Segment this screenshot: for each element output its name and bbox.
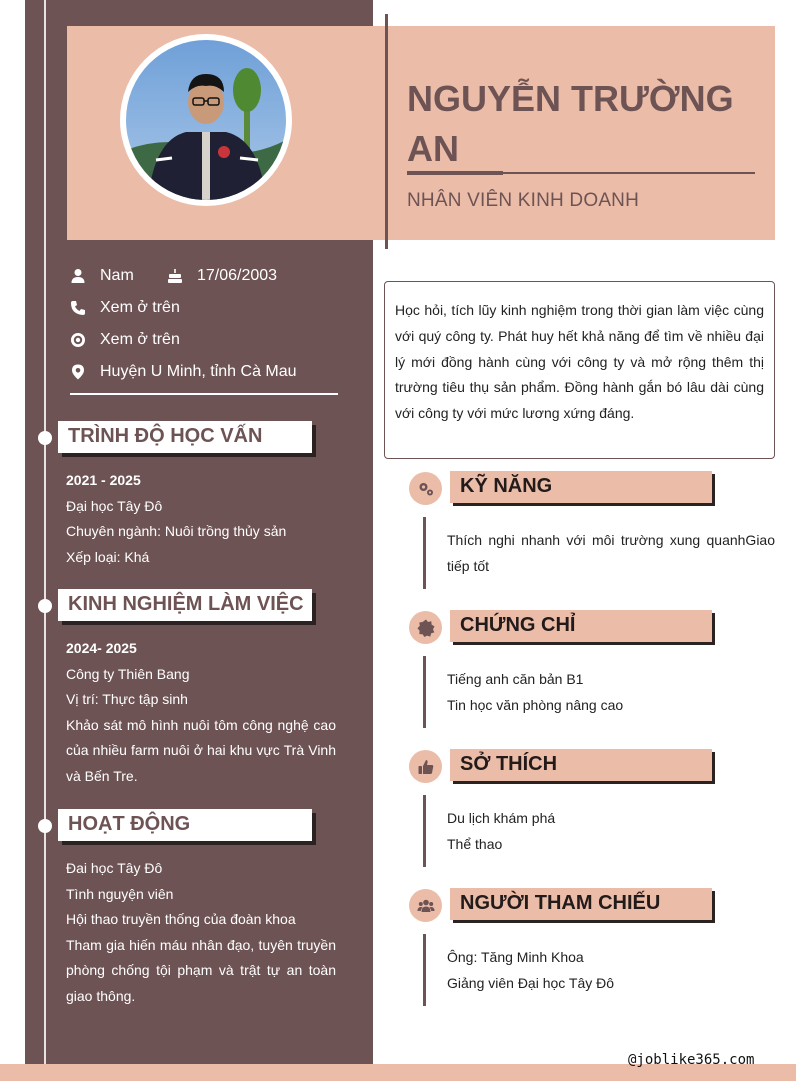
timeline-dot (38, 431, 52, 445)
education-school: Đại học Tây Đô (66, 497, 163, 514)
email-value[interactable]: Xem ở trên (100, 331, 180, 348)
info-divider (70, 393, 338, 395)
address-value: Huyện U Minh, tỉnh Cà Mau (100, 363, 297, 380)
header-divider (385, 14, 388, 249)
list-item: Giảng viên Đại học Tây Đô (447, 975, 615, 991)
activities-org: Đai học Tây Đô (66, 860, 163, 876)
skills-text: Thích nghi nhanh với môi trường xung quanhGiao tiếp tốt (447, 532, 775, 574)
birthday-cake-icon (165, 266, 185, 286)
activities-event: Hội thao truyền thống của đoàn khoa (66, 911, 296, 927)
gender-value: Nam (100, 267, 134, 284)
education-grade: Xếp loại: Khá (66, 548, 150, 565)
experience-company: Công ty Thiên Bang (66, 665, 190, 682)
experience-position: Vị trí: Thực tập sinh (66, 691, 188, 707)
references-heading (450, 888, 712, 920)
list-item: Du lịch khám phá (447, 810, 556, 826)
avatar (126, 40, 286, 200)
education-years: 2021 - 2025 (66, 472, 141, 488)
title-divider-accent (407, 171, 503, 175)
job-title: NHÂN VIÊN KINH DOANH (407, 190, 640, 211)
education-heading-text: TRÌNH ĐỘ HỌC VẤN (68, 425, 263, 447)
site-credit: @joblike365.com (628, 1052, 755, 1068)
timeline-dot (38, 599, 52, 613)
activities-heading (58, 809, 312, 841)
email-at-icon (68, 330, 88, 350)
people-group-icon (409, 889, 442, 922)
hobbies-heading (450, 749, 712, 781)
list-item: Ông: Tăng Minh Khoa (447, 949, 584, 965)
user-icon (68, 266, 88, 286)
candidate-name: NGUYỄN TRƯỜNG AN (407, 78, 734, 169)
activities-heading-text: HOẠT ĐỘNG (68, 813, 191, 835)
birthday-value: 17/06/2003 (197, 267, 278, 284)
certificate-badge-icon (409, 611, 442, 644)
hobbies-list (447, 805, 775, 857)
skills-heading-text: KỸ NĂNG (460, 475, 553, 497)
references-bar (423, 934, 426, 1006)
references-list (447, 944, 775, 996)
email-row (68, 330, 180, 350)
address-row (68, 362, 297, 382)
avatar-photo (126, 40, 286, 200)
phone-value[interactable]: Xem ở trên (100, 299, 180, 316)
references-heading-text: NGƯỜI THAM CHIẾU (460, 892, 661, 914)
education-major: Chuyên ngành: Nuôi trồng thủy sản (66, 523, 287, 539)
activities-role: Tình nguyện viên (66, 885, 174, 902)
phone-row (68, 298, 180, 318)
list-item: Tiếng anh căn bản B1 (447, 671, 584, 687)
certificates-list (447, 666, 775, 718)
skills-bar (423, 517, 426, 589)
timeline-line (44, 0, 46, 1081)
certificates-heading-text: CHỨNG CHỈ (460, 614, 576, 636)
birthday-row (165, 266, 277, 286)
activities-description: Tham gia hiến máu nhân đạo, tuyên truyền phòng chống tội phạm và trật tự an toàn giao thông. (66, 936, 336, 1004)
hobbies-bar (423, 795, 426, 867)
avatar-frame (120, 34, 292, 206)
activities-section (66, 856, 336, 1009)
experience-years: 2024- 2025 (66, 640, 137, 656)
education-heading (58, 421, 312, 453)
hobbies-heading-text: SỞ THÍCH (460, 753, 558, 775)
list-item: Thể thao (447, 836, 503, 852)
list-item: Tin học văn phòng nâng cao (447, 697, 624, 713)
gender-row (68, 266, 134, 286)
experience-section (66, 636, 336, 789)
thumbs-up-icon (409, 750, 442, 783)
experience-heading (58, 589, 312, 621)
certificates-heading (450, 610, 712, 642)
location-pin-icon (68, 362, 88, 382)
gears-icon (409, 472, 442, 505)
timeline-dot (38, 819, 52, 833)
phone-icon (68, 298, 88, 318)
career-objective: Học hỏi, tích lũy kinh nghiệm trong thời gian làm việc cùng với quý công ty. Phát huy hết khả năng để tìm về nhiều đại lý mới đồng hành cùng với công ty và mở rộng thêm thị trường tiêu thụ sản phẩm. Đồng hành gắn bó lâu dài cùng với công ty với mức lương xứng đáng. (384, 281, 775, 459)
education-section (66, 468, 336, 570)
certificates-bar (423, 656, 426, 728)
experience-description: Khảo sát mô hình nuôi tôm công nghệ cao của nhiều farm nuôi ở hai khu vực Trà Vinh và Bến Tre. (66, 716, 336, 784)
experience-heading-text: KINH NGHIỆM LÀM VIỆC (68, 593, 304, 615)
skills-heading (450, 471, 712, 503)
